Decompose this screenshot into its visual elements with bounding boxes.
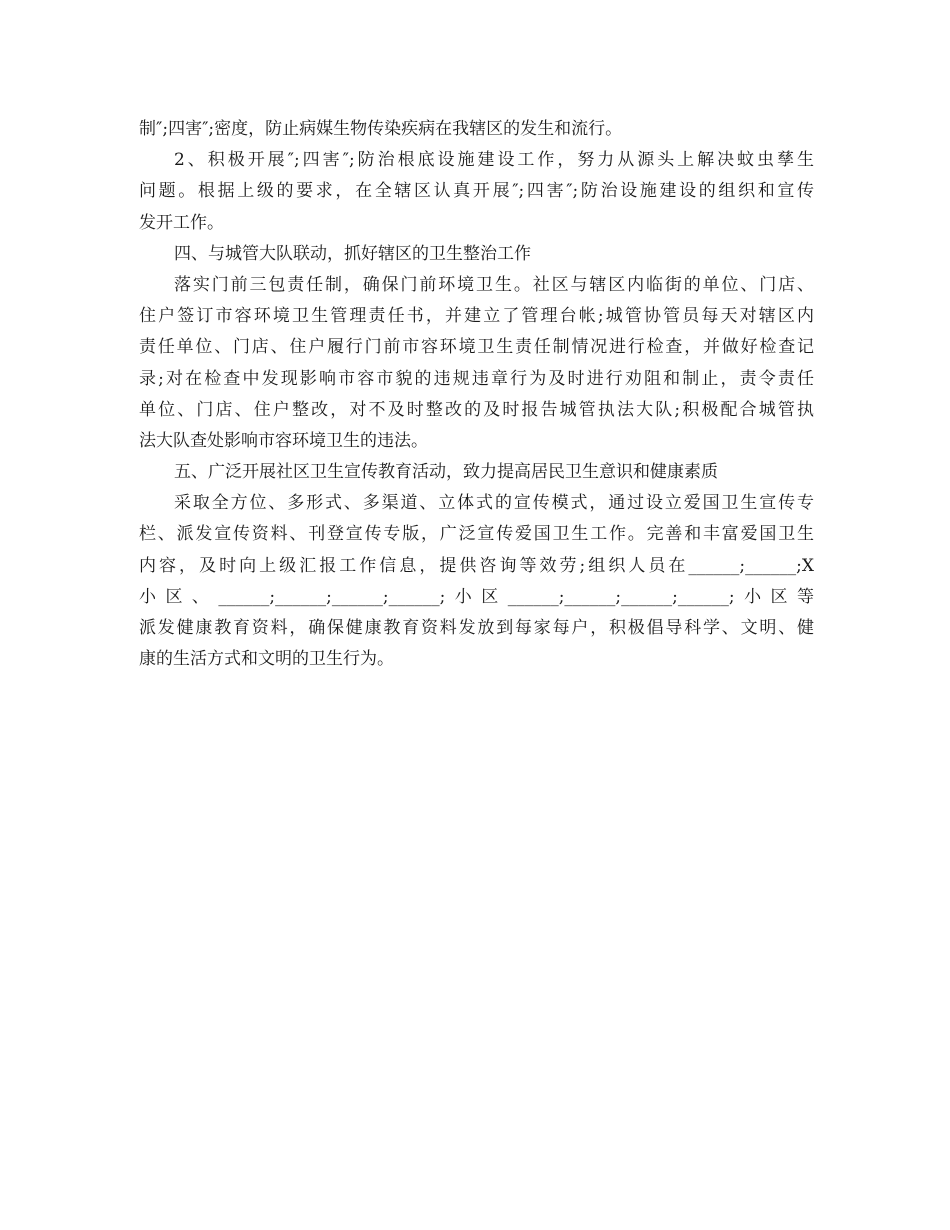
text-line: 内容，及时向上级汇报工作信息，提供咨询等效劳;组织人员在______;______;X: [139, 555, 814, 576]
text-line: 单位、门店、住户整改，对不及时整改的及时报告城管执法大队;积极配合城管执: [139, 399, 814, 420]
text-line: 康的生活方式和文明的卫生行为。: [139, 649, 394, 670]
section-heading: 四、与城管大队联动，抓好辖区的卫生整治工作: [174, 243, 531, 264]
text-line: 住户签订市容环境卫生管理责任书，并建立了管理台帐;城管协管员每天对辖区内: [139, 306, 814, 327]
text-line: 责任单位、门店、住户履行门前市容环境卫生责任制情况进行检查，并做好检查记: [139, 337, 814, 358]
text-line: 制″;四害″;密度，防止病媒生物传染疾病在我辖区的发生和流行。: [139, 119, 623, 139]
text-line: 栏、派发宣传资料、刊登宣传专版，广泛宣传爱国卫生工作。完善和丰富爱国卫生: [139, 524, 814, 545]
text-line: 落实门前三包责任制，确保门前环境卫生。社区与辖区内临街的单位、门店、: [174, 274, 814, 295]
section-heading: 五、广泛开展社区卫生宣传教育活动，致力提高居民卫生意识和健康素质: [174, 462, 718, 483]
text-line: 采取全方位、多形式、多渠道、立体式的宣传模式，通过设立爱国卫生宣传专: [174, 493, 814, 514]
text-line: 发开工作。: [139, 212, 224, 233]
text-line: 录;对在检查中发现影响市容市貌的违规违章行为及时进行劝阻和制止，责令责任: [139, 368, 814, 389]
text-line: 小区、______;______;______;______;小区______;______;______;______;小区等: [139, 586, 814, 607]
body-text: [139, 114, 814, 675]
text-line: 派发健康教育资料，确保健康教育资料发放到每家每户，积极倡导科学、文明、健: [139, 618, 814, 638]
text-line: 2、积极开展″;四害″;防治根底设施建设工作，努力从源头上解决蚊虫孳生: [174, 150, 814, 171]
text-line: 问题。根据上级的要求，在全辖区认真开展″;四害″;防治设施建设的组织和宣传: [139, 181, 814, 202]
text-line: 法大队查处影响市容环境卫生的违法。: [139, 430, 428, 451]
